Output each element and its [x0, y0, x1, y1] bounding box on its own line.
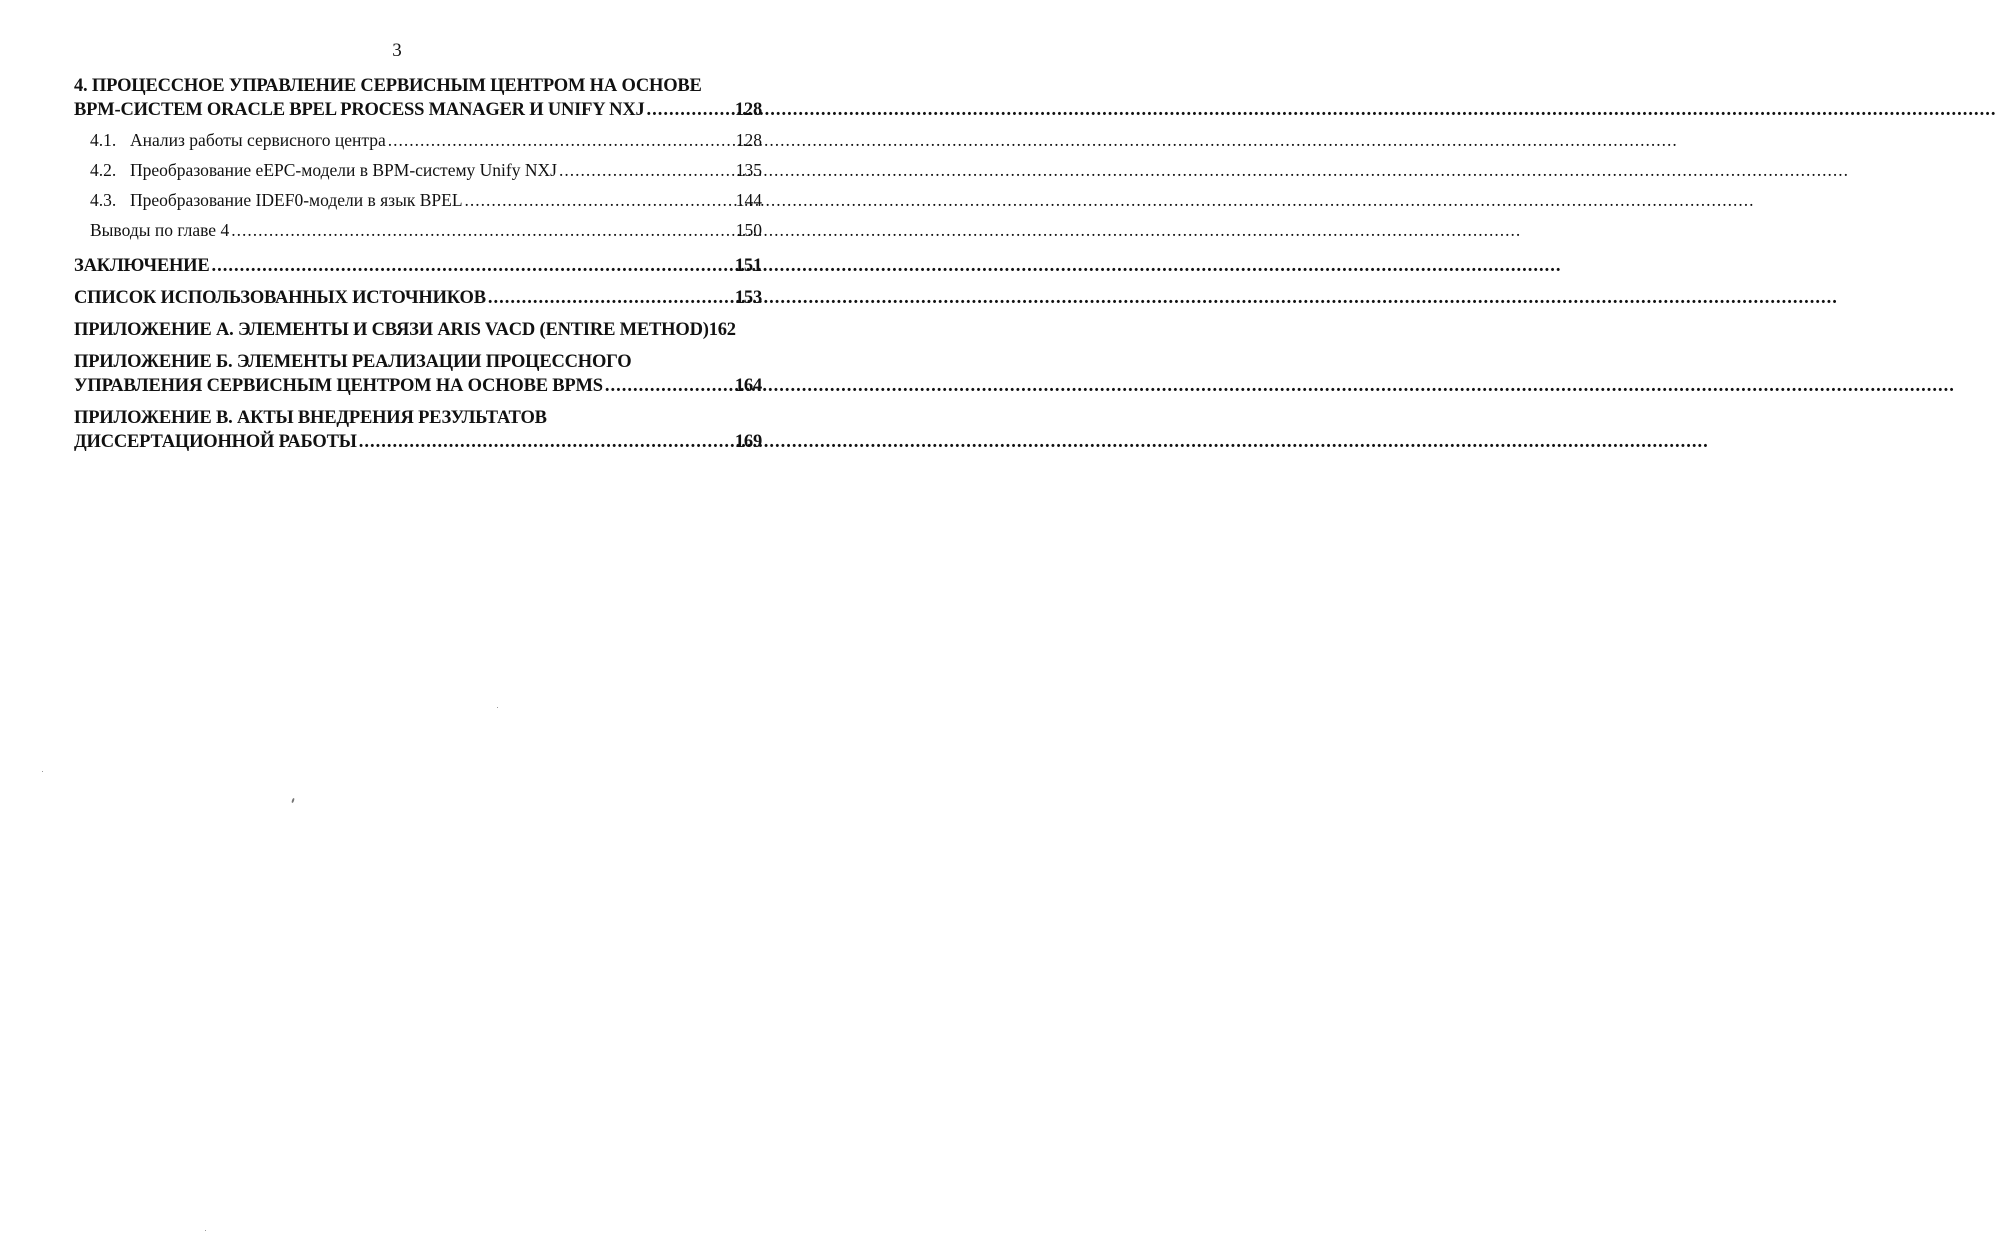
toc-appendix-a [74, 318, 762, 342]
scan-speck [291, 798, 295, 803]
dot-leader [231, 218, 734, 242]
toc-section-number: 4.1. [90, 130, 117, 150]
toc-appendix-v-title-line2: ДИССЕРТАЦИОННОЙ РАБОТЫ [74, 432, 357, 452]
scan-speck [42, 771, 43, 772]
dot-leader [212, 254, 733, 278]
toc-conclusion [74, 254, 762, 278]
dot-leader [359, 430, 733, 454]
toc-section-4-3 [74, 188, 762, 212]
toc-section-number: 4.3. [90, 190, 117, 210]
dot-leader [605, 374, 733, 398]
toc-references-title: СПИСОК ИСПОЛЬЗОВАННЫХ ИСТОЧНИКОВ [74, 288, 486, 308]
toc-appendix-b [74, 350, 762, 398]
toc-conclusions-title: Выводы по главе 4 [90, 220, 230, 240]
dot-leader [465, 188, 734, 212]
toc-section-title: Анализ работы сервисного центра [130, 130, 386, 150]
dot-leader [559, 158, 734, 182]
toc-references-page: 153 [734, 288, 762, 308]
toc-conclusion-page: 151 [734, 256, 762, 276]
toc-chapter-4-title-line2: BPM-СИСТЕМ ORACLE BPEL PROCESS MANAGER И UNIFY NXJ [74, 100, 645, 120]
toc-conclusions-chapter-4 [74, 218, 762, 242]
toc-section-title: Преобразование eEPC-модели в BPM-систему Unify NXJ [130, 160, 557, 180]
toc-chapter-4-title-line1: 4. ПРОЦЕССНОЕ УПРАВЛЕНИЕ СЕРВИСНЫМ ЦЕНТРОМ НА ОСНОВЕ [74, 76, 702, 96]
dot-leader [388, 128, 734, 152]
table-of-contents [74, 74, 762, 454]
toc-section-title: Преобразование IDEF0-модели в язык BPEL [130, 190, 463, 210]
dot-leader [647, 98, 733, 122]
toc-appendix-v [74, 406, 762, 454]
toc-appendix-a-title: ПРИЛОЖЕНИЕ А. ЭЛЕМЕНТЫ И СВЯЗИ ARIS VACD (ENTIRE METHOD) [74, 320, 709, 340]
scan-speck [497, 707, 498, 708]
toc-section-page: 144 [735, 190, 762, 210]
toc-section-number: 4.2. [90, 160, 117, 180]
toc-appendix-b-title-line2: УПРАВЛЕНИЯ СЕРВИСНЫМ ЦЕНТРОМ НА ОСНОВЕ BPMS [74, 376, 603, 396]
toc-appendix-v-title-line1: ПРИЛОЖЕНИЕ В. АКТЫ ВНЕДРЕНИЯ РЕЗУЛЬТАТОВ [74, 408, 547, 428]
toc-section-4-1 [74, 128, 762, 152]
toc-section-page: 128 [735, 130, 762, 150]
toc-chapter-4-page: 128 [734, 100, 762, 120]
toc-references [74, 286, 762, 310]
toc-conclusion-title: ЗАКЛЮЧЕНИЕ [74, 256, 210, 276]
page-number: 3 [392, 40, 402, 61]
toc-section-page: 135 [735, 160, 762, 180]
dot-leader [488, 286, 733, 310]
toc-conclusions-page: 150 [735, 220, 762, 240]
toc-appendix-b-title-line1: ПРИЛОЖЕНИЕ Б. ЭЛЕМЕНТЫ РЕАЛИЗАЦИИ ПРОЦЕССНОГО [74, 352, 632, 372]
scan-speck [205, 1230, 206, 1231]
toc-appendix-v-page: 169 [734, 432, 762, 452]
toc-section-4-2 [74, 158, 762, 182]
toc-appendix-b-page: 164 [734, 376, 762, 396]
toc-chapter-4 [74, 74, 762, 122]
toc-appendix-a-page: 162 [708, 320, 736, 340]
